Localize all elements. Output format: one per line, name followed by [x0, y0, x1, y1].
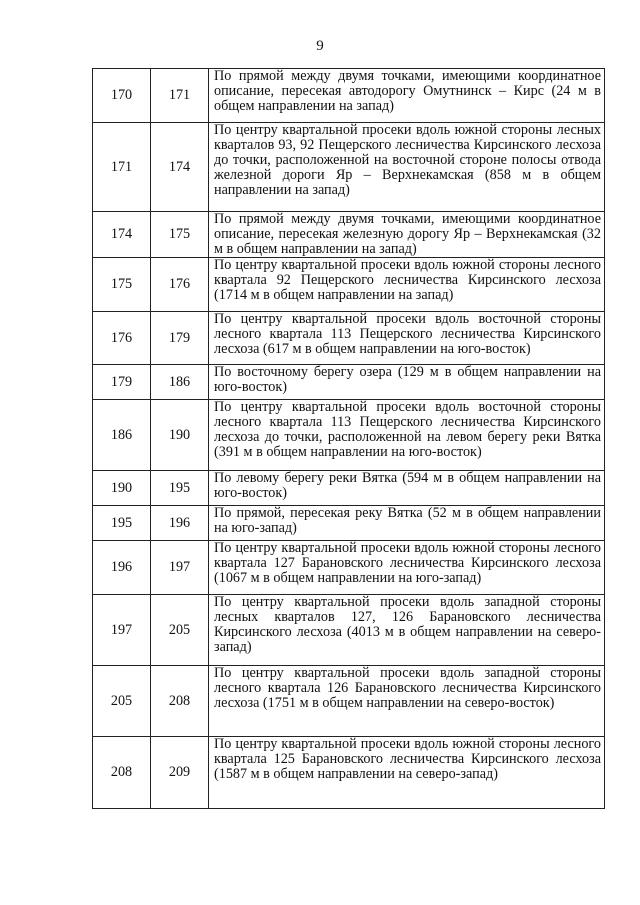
table-row [93, 541, 605, 595]
point-to: 179 [151, 312, 209, 365]
point-from: 179 [93, 365, 151, 400]
boundary-description: По центру квартальной просеки вдоль западной стороны лесного квартала 126 Барановского лесничества Кирсинского лесхоза (1751 м в общем направлении на северо-восток) [209, 666, 605, 737]
table-row [93, 400, 605, 471]
table-row [93, 312, 605, 365]
point-to: 197 [151, 541, 209, 595]
boundary-description: По центру квартальной просеки вдоль южной стороны лесного квартала 125 Барановского лесничества Кирсинского лесхоза (1587 м в общем направлении на северо-запад) [209, 737, 605, 809]
boundary-description: По восточному берегу озера (129 м в общем направлении на юго-восток) [209, 365, 605, 400]
table-row [93, 69, 605, 123]
boundary-description: По прямой между двумя точками, имеющими координатное описание, пересекая железную дорогу Яр – Верхнекамская (32 м в общем направлении на запад) [209, 212, 605, 258]
table-row [93, 506, 605, 541]
point-to: 196 [151, 506, 209, 541]
point-to: 205 [151, 595, 209, 666]
table-row [93, 737, 605, 809]
table-row [93, 365, 605, 400]
table-row [93, 595, 605, 666]
point-from: 190 [93, 471, 151, 506]
point-from: 195 [93, 506, 151, 541]
point-to: 209 [151, 737, 209, 809]
boundary-description-table [92, 68, 605, 809]
table-row [93, 666, 605, 737]
point-to: 175 [151, 212, 209, 258]
table-row [93, 212, 605, 258]
point-to: 195 [151, 471, 209, 506]
point-from: 174 [93, 212, 151, 258]
point-from: 176 [93, 312, 151, 365]
table-row [93, 258, 605, 312]
boundary-description: По центру квартальной просеки вдоль восточной стороны лесного квартала 113 Пещерского лесничества Кирсинского лесхоза (617 м в общем направлении на юго-восток) [209, 312, 605, 365]
boundary-description: По прямой между двумя точками, имеющими координатное описание, пересекая автодорогу Омутнинск – Кирс (24 м в общем направлении на запад) [209, 69, 605, 123]
point-from: 196 [93, 541, 151, 595]
point-from: 208 [93, 737, 151, 809]
boundary-description: По левому берегу реки Вятка (594 м в общем направлении на юго-восток) [209, 471, 605, 506]
table-row [93, 123, 605, 212]
boundary-description: По прямой, пересекая реку Вятка (52 м в общем направлении на юго-запад) [209, 506, 605, 541]
point-to: 208 [151, 666, 209, 737]
table-row [93, 471, 605, 506]
point-from: 170 [93, 69, 151, 123]
table-body [93, 69, 605, 809]
point-from: 186 [93, 400, 151, 471]
point-from: 175 [93, 258, 151, 312]
point-from: 197 [93, 595, 151, 666]
page-number: 9 [316, 38, 324, 54]
boundary-description: По центру квартальной просеки вдоль южной стороны лесных кварталов 93, 92 Пещерского лесничества Кирсинского лесхоза до точки, расположенной на восточной стороне полосы отвода железной дороги Яр – Верхнекамская (858 м в общем направлении на запад) [209, 123, 605, 212]
boundary-description: По центру квартальной просеки вдоль западной стороны лесных кварталов 127, 126 Барановского лесничества Кирсинского лесхоза (4013 м в общем направлении на северо-запад) [209, 595, 605, 666]
boundary-description: По центру квартальной просеки вдоль южной стороны лесного квартала 127 Барановского лесничества Кирсинского лесхоза (1067 м в общем направлении на юго-запад) [209, 541, 605, 595]
point-to: 171 [151, 69, 209, 123]
boundary-description: По центру квартальной просеки вдоль восточной стороны лесного квартала 113 Пещерского лесничества Кирсинского лесхоза до точки, расположенной на левом берегу реки Вятка (391 м в общем направлении на юго-восток) [209, 400, 605, 471]
point-from: 205 [93, 666, 151, 737]
point-from: 171 [93, 123, 151, 212]
point-to: 186 [151, 365, 209, 400]
point-to: 176 [151, 258, 209, 312]
point-to: 190 [151, 400, 209, 471]
point-to: 174 [151, 123, 209, 212]
boundary-description: По центру квартальной просеки вдоль южной стороны лесного квартала 92 Пещерского лесничества Кирсинского лесхоза (1714 м в общем направлении на запад) [209, 258, 605, 312]
